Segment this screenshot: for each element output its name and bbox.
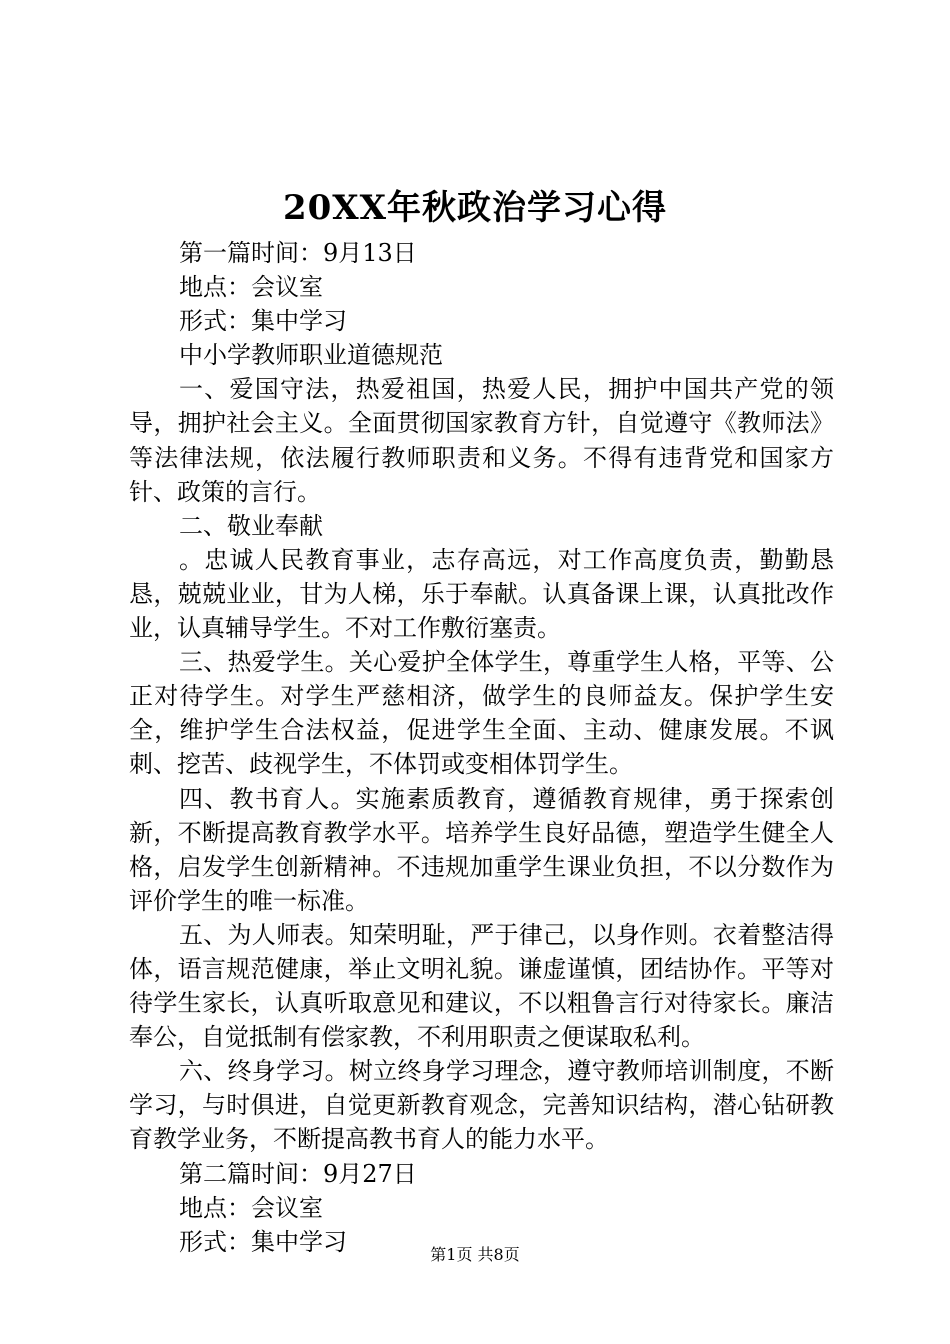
paragraph-format: 形式：集中学习 xyxy=(179,307,347,336)
document-body xyxy=(129,236,834,1259)
paragraph-item-6: 六、终身学习。树立终身学习理念，遵守教师培训制度，不断学习，与时俱进，自觉更新教育观念，完善知识结构，潜心钻研教育教学业务，不断提高教书育人的能力水平。 xyxy=(129,1057,834,1154)
paragraph-second-article-time: 第二篇时间：9月27日 xyxy=(179,1159,417,1188)
paragraph-item-5: 五、为人师表。知荣明耻，严于律己，以身作则。衣着整洁得体，语言规范健康，举止文明礼貌。谦虚谨慎，团结协作。平等对待学生家长，认真听取意见和建议，不以粗鲁言行对待家长。廉洁奉公，自觉抵制有偿家教，不利用职责之便谋取私利。 xyxy=(129,920,834,1052)
paragraph-code-heading: 中小学教师职业道德规范 xyxy=(179,341,443,370)
paragraph-item-3: 三、热爱学生。关心爱护全体学生，尊重学生人格，平等、公正对待学生。对学生严慈相济，做学生的良师益友。保护学生安全，维护学生合法权益，促进学生全面、主动、健康发展。不讽刺、挖苦、歧视学生，不体罚或变相体罚学生。 xyxy=(129,648,834,779)
document-title: 20XX年秋政治学习心得 xyxy=(282,188,668,228)
paragraph-item-1: 一、爱国守法，热爱祖国，热爱人民，拥护中国共产党的领导，拥护社会主义。全面贯彻国家教育方针，自觉遵守《教师法》等法律法规，依法履行教师职责和义务。不得有违背党和国家方针、政策的言行。 xyxy=(129,375,834,506)
paragraph-item-2-heading: 二、敬业奉献 xyxy=(179,511,323,540)
paragraph-format-2: 形式：集中学习 xyxy=(179,1227,347,1256)
paragraph-item-4: 四、教书育人。实施素质教育，遵循教育规律，勇于探索创新，不断提高教育教学水平。培养学生良好品德，塑造学生健全人格，启发学生创新精神。不违规加重学生课业负担，不以分数作为评价学生的唯一标准。 xyxy=(129,784,834,915)
page-number-footer: 第1页 共8页 xyxy=(430,1245,520,1264)
paragraph-location-2: 地点：会议室 xyxy=(179,1193,323,1222)
paragraph-location: 地点：会议室 xyxy=(179,273,323,302)
paragraph-first-article-time: 第一篇时间：9月13日 xyxy=(179,239,417,267)
paragraph-item-2-body: 。忠诚人民教育事业，志存高远，对工作高度负责，勤勤恳恳，兢兢业业，甘为人梯，乐于奉献。认真备课上课，认真批改作业，认真辅导学生。不对工作敷衍塞责。 xyxy=(129,545,834,643)
